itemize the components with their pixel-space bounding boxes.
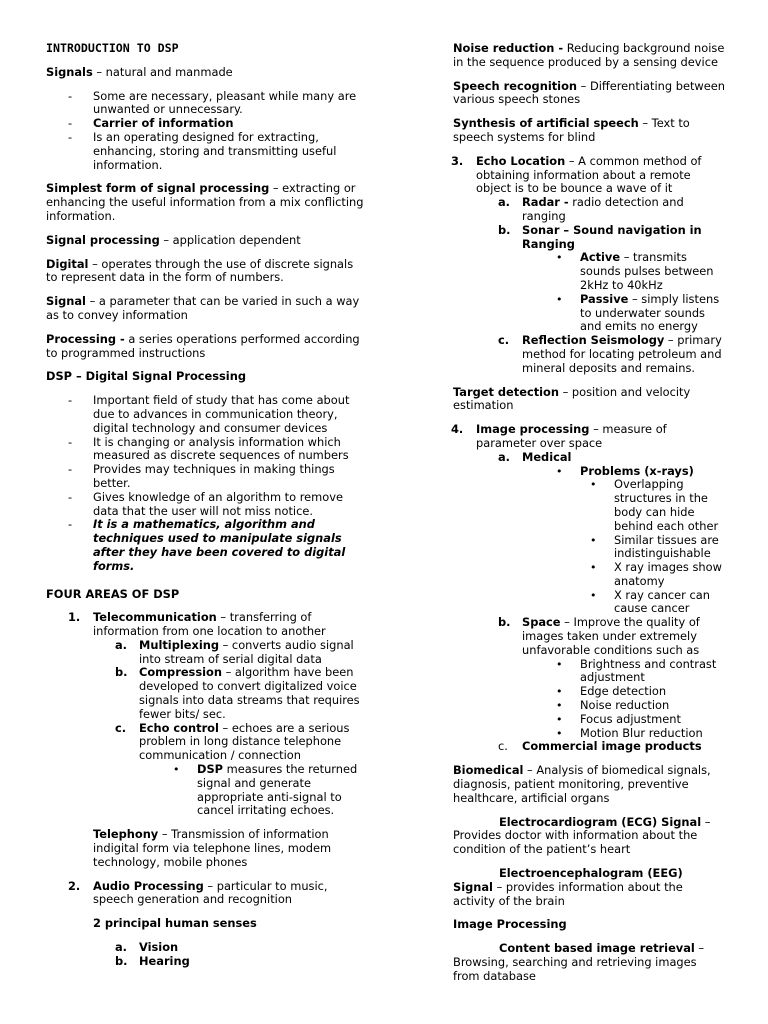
list-item: • Brightness and contrast adjustment <box>522 658 725 686</box>
noise-reduction-definition: Noise reduction - Reducing background noise in the sequence produced by a sensing device <box>453 41 725 69</box>
medical-list <box>522 465 725 617</box>
signal-definition: Signal – a parameter that can be varied in such a way as to convey information <box>46 294 360 322</box>
list-item: b. Hearing <box>115 953 190 968</box>
target-detection-definition: Target detection – position and velocity estimation <box>453 384 691 413</box>
signal-processing-definition: Signal processing – application dependent <box>46 232 301 247</box>
document-title: INTRODUCTION TO DSP <box>46 41 179 55</box>
list-item: b. Compression – algorithm have been developed to convert digitalized voice signals into data streams that requires fewer bits/ sec. <box>115 665 360 721</box>
space-list <box>522 658 725 741</box>
list-item: • Edge detection <box>522 685 725 699</box>
list-item: c. Commercial image products <box>498 739 702 754</box>
list-item: • Passive – simply listens to underwater sounds and emits no energy <box>522 293 725 334</box>
list-item: - Provides may techniques in making things better. <box>46 463 364 491</box>
simplest-form-definition: Simplest form of signal processing – extracting or enhancing the useful information from a mix conflicting information. <box>46 181 364 223</box>
list-item: - Some are necessary, pleasant while many are unwanted or unnecessary. <box>46 90 364 118</box>
list-item: a. Multiplexing – converts audio signal into stream of serial digital data <box>115 637 354 666</box>
signals-definition: Signals – natural and manmade <box>46 64 233 79</box>
processing-definition: Processing - a series operations performed according to programmed instructions <box>46 331 360 360</box>
list-item: - Important field of study that has come about due to advances in communication theory, digital technology and consumer devices <box>46 394 364 435</box>
telecom-sublist <box>93 639 364 818</box>
list-item: • Problems (x-rays) • Overlapping structures in the body can hide behind each other • Similar tissues are indistinguishable • X ray images show anatomy • X ray cancer can cause cancer <box>522 465 725 617</box>
telephony-definition: Telephony – Transmission of information indigital form via telephone lines, modem technology, mobile phones <box>93 827 332 869</box>
list-item: • DSP measures the returned signal and generate appropriate anti-signal to cancel irritating echoes. <box>139 763 364 818</box>
list-item: c. Reflection Seismology – primary method for locating petroleum and mineral deposits and remains. <box>498 333 722 375</box>
digital-definition: Digital – operates through the use of discrete signals to represent data in the form of numbers. <box>46 256 354 285</box>
list-item: - Gives knowledge of an algorithm to remove data that the user will not miss notice. <box>46 491 364 519</box>
senses-heading: 2 principal human senses <box>93 916 257 931</box>
list-item: • Similar tissues are indistinguishable <box>580 534 725 562</box>
list-item: • X ray cancer can cause cancer <box>580 589 725 617</box>
list-item: a. Radar - radio detection and ranging <box>498 195 684 223</box>
list-item: - It is changing or analysis information which measured as discrete sequences of numbers <box>46 436 364 464</box>
image-processing-heading: Image Processing <box>453 917 567 932</box>
speech-synthesis-definition: Synthesis of artificial speech – Text to speech systems for blind <box>453 116 690 144</box>
sonar-list <box>522 251 725 334</box>
list-item: • X ray images show anatomy <box>580 561 725 589</box>
list-item: • Motion Blur reduction <box>522 727 725 741</box>
eeg-definition: Electroencephalogram (EEG) Signal – provides information about the activity of the brain <box>453 866 683 908</box>
senses-list <box>93 941 364 969</box>
left-column <box>46 42 364 979</box>
signals-list <box>46 90 364 173</box>
echo-location-sublist <box>476 196 725 375</box>
dsp-heading: DSP – Digital Signal Processing <box>46 369 246 384</box>
area-audio-processing: 2. Audio Processing – particular to music, speech generation and recognition 2 principal human senses a. Vision b. Hearing <box>46 880 364 969</box>
dsp-list <box>46 394 364 573</box>
problems-list <box>580 478 725 616</box>
list-item: - It is a mathematics, algorithm and techniques used to manipulate signals after they have been covered to digital forms. <box>46 518 364 573</box>
list-item: - Is an operating designed for extracting, enhancing, storing and transmitting useful information. <box>46 131 364 172</box>
cbir-definition: Content based image retrieval – Browsing, searching and retrieving images from database <box>453 941 705 983</box>
list-item: - Carrier of information <box>46 117 364 131</box>
four-areas-list <box>46 611 364 968</box>
echo-dsp-list <box>139 763 364 818</box>
image-processing-sublist <box>476 451 725 755</box>
list-item: • Noise reduction <box>522 699 725 713</box>
speech-recognition-definition: Speech recognition – Differentiating between various speech stones <box>453 78 725 107</box>
area-telecommunication: 1. Telecommunication – transferring of information from one location to another a. Multiplexing – converts audio signal into stream of serial digital data b. Compression – algorithm have been developed to convert digitalized voice signals into data streams that requires fewer bits/ sec. c. Echo control – echoes are a serious problem in long distance telephone communication / connection • DSP measures the returned signal and generate appropriate anti-signal to cancel irritating echoes. Telephony – Transmission of information indigital form via telephone lines, modem technology, mobile phones <box>46 611 364 869</box>
four-areas-heading: FOUR AREAS OF DSP <box>46 586 180 601</box>
list-item: b. Space – Improve the quality of images taken under extremely unfavorable conditions such as • Brightness and contrast adjustment • Edge detection • Noise reduction • Focus adjustment • Motion Blur reduction <box>476 616 725 740</box>
list-item: • Active – transmits sounds pulses between 2kHz to 40kHz <box>522 251 725 292</box>
biomedical-definition: Biomedical – Analysis of biomedical signals, diagnosis, patient monitoring, preventive healthcare, artificial organs <box>453 763 711 805</box>
right-column <box>453 42 725 994</box>
ecg-definition: Electrocardiogram (ECG) Signal – Provides doctor with information about the condition of the patient’s heart <box>453 814 711 857</box>
list-item: • Focus adjustment <box>522 713 725 727</box>
list-item: a. Medical • Problems (x-rays) • Overlapping structures in the body can hide behind each other • Similar tissues are indistinguishable • X ray images show anatomy • X ray cancer can cause cancer <box>476 451 725 617</box>
area-image-processing: 4. Image processing – measure of parameter over space a. Medical • Problems (x-rays) • Overlapping structures in the body can hide behind each other • Similar tissues are indistinguishable • X ray images show anatomy • X ray cancer can cause cancer b. Space – Improve the quality of images taken under extremely unfavorable conditions such as • Brightness and contrast adjustment • Edge detection • Noise reduction • Focus adjustment • Motion Blur reduction c. Commercial image products <box>429 423 725 754</box>
list-item: • Overlapping structures in the body can hide behind each other <box>580 478 725 533</box>
list-item: b. Sonar – Sound navigation in Ranging • Active – transmits sounds pulses between 2kHz to 40kHz • Passive – simply listens to underwater sounds and emits no energy <box>476 224 725 334</box>
areas-continued-list <box>429 155 725 754</box>
list-item: c. Echo control – echoes are a serious problem in long distance telephone communication / connection • DSP measures the returned signal and generate appropriate anti-signal to cancel irritating echoes. <box>93 722 364 819</box>
list-item: a. Vision <box>115 940 179 955</box>
area-echo-location: 3. Echo Location – A common method of obtaining information about a remote object is to be bounce a wave of it a. Radar - radio detection and ranging b. Sonar – Sound navigation in Ranging • Active – transmits sounds pulses between 2kHz to 40kHz • Passive – simply listens to underwater sounds and emits no energy c. Reflection Seismology – primary method for locating petroleum and mineral deposits and remains. Target detection – position and velocity estimation <box>429 155 725 413</box>
